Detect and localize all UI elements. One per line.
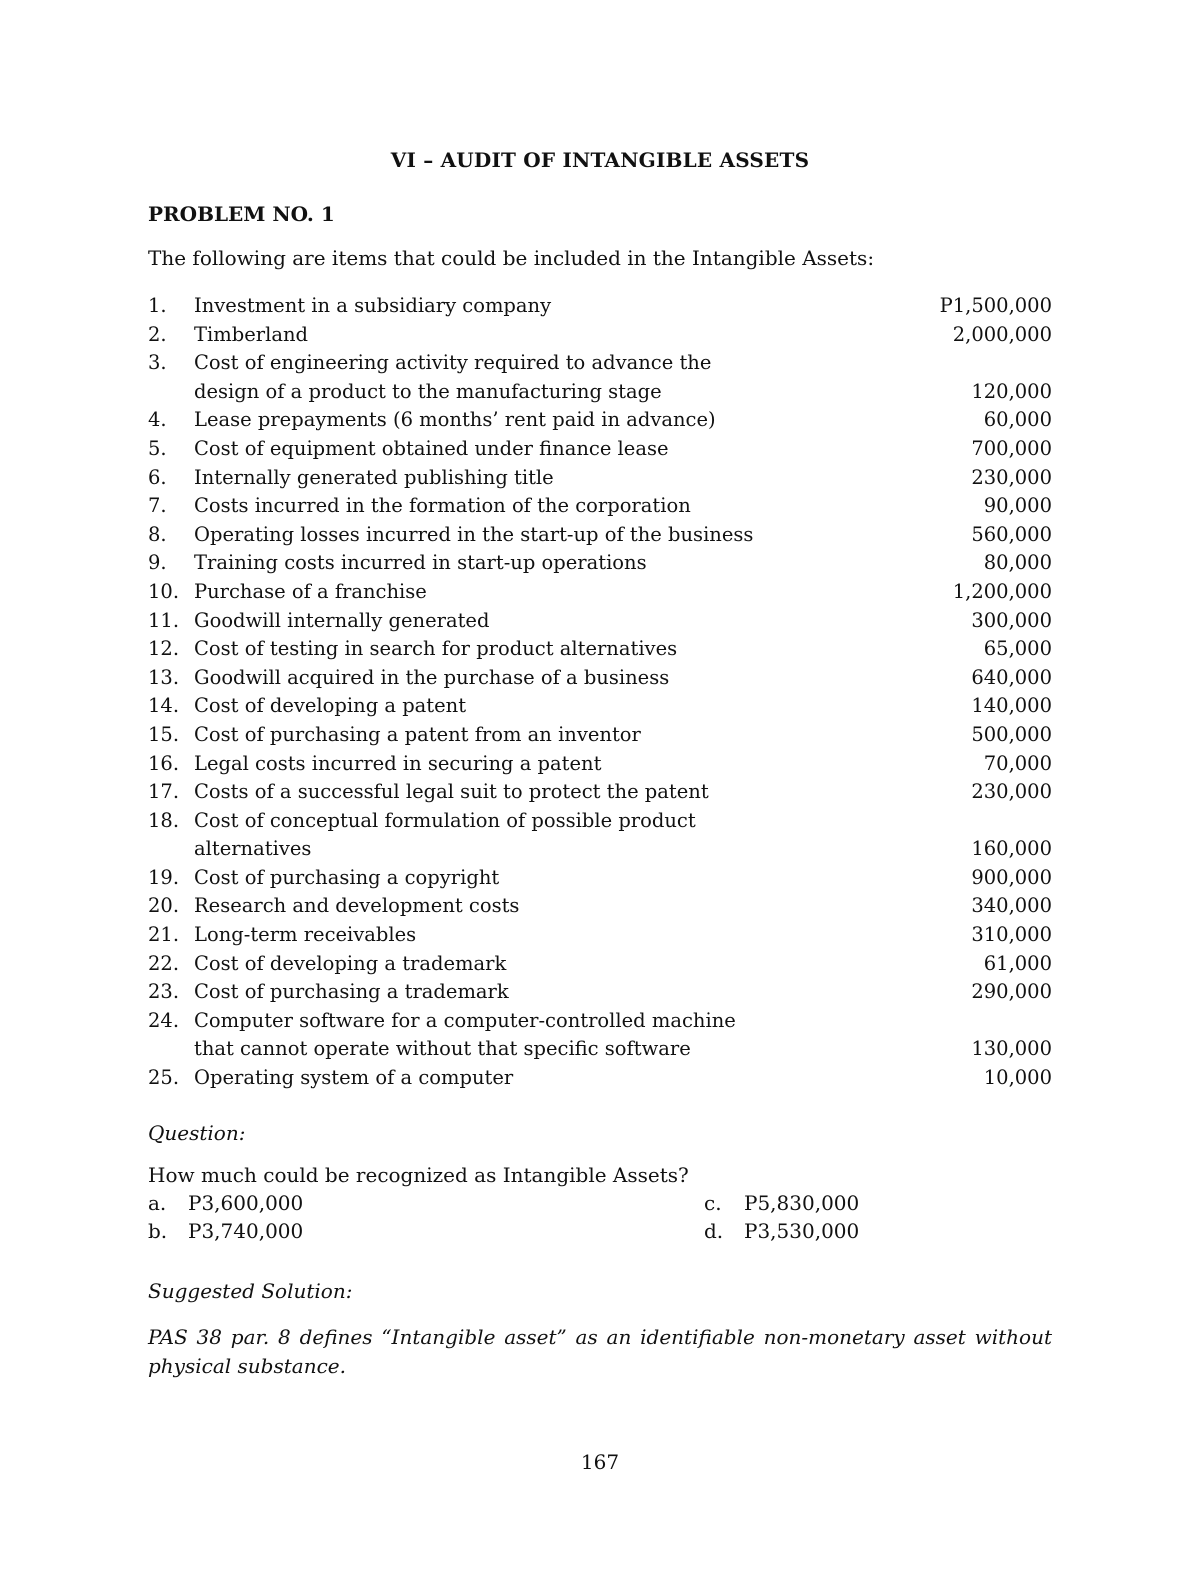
choice-letter: d. <box>704 1218 724 1243</box>
item-number: 18. <box>148 808 180 832</box>
item-number: 23. <box>148 980 180 1004</box>
item-amount: 80,000 <box>983 551 1052 575</box>
item-description: Cost of purchasing a copyright <box>194 865 500 889</box>
list-item <box>148 950 1052 979</box>
item-description: Cost of purchasing a trademark <box>194 980 509 1004</box>
item-amount: 310,000 <box>971 923 1052 947</box>
item-description: Cost of equipment obtained under finance lease <box>194 436 669 460</box>
list-item <box>148 406 1052 435</box>
item-description: Long-term receivables <box>194 923 417 947</box>
item-number: 12. <box>148 637 180 661</box>
item-amount: 230,000 <box>971 465 1052 489</box>
item-number: 22. <box>148 951 180 975</box>
page-content <box>148 148 1052 1381</box>
item-number: 19. <box>148 865 180 889</box>
item-amount: 65,000 <box>983 637 1052 661</box>
list-item <box>148 692 1052 721</box>
item-description: Cost of purchasing a patent from an inventor <box>194 722 641 746</box>
list-item <box>148 292 1052 321</box>
item-amount: 1,200,000 <box>952 579 1052 603</box>
item-number: 25. <box>148 1066 180 1090</box>
answer-choices <box>148 1189 1052 1245</box>
item-amount: 700,000 <box>971 436 1052 460</box>
list-item <box>148 464 1052 493</box>
solution-text: PAS 38 par. 8 defines “Intangible asset” as an identifiable non-monetary asset without physical substance. <box>148 1324 1052 1378</box>
item-amount: 90,000 <box>983 494 1052 518</box>
item-description: Purchase of a franchise <box>194 579 427 603</box>
choice-a <box>148 1189 704 1217</box>
item-description: Legal costs incurred in securing a patent <box>194 751 602 775</box>
item-description: Costs of a successful legal suit to protect the patent <box>194 780 709 804</box>
list-item-continuation <box>148 378 1052 407</box>
item-description: Lease prepayments (6 months’ rent paid in advance) <box>194 408 716 432</box>
list-item <box>148 778 1052 807</box>
item-number: 11. <box>148 608 180 632</box>
choice-value: P3,530,000 <box>744 1218 860 1243</box>
item-description: Timberland <box>194 322 308 346</box>
list-item <box>148 321 1052 350</box>
item-description: Operating losses incurred in the start-up of the business <box>194 522 754 546</box>
item-description: alternatives <box>194 837 312 861</box>
list-item <box>148 435 1052 464</box>
choice-value: P3,740,000 <box>188 1218 304 1243</box>
item-description: Cost of conceptual formulation of possible product <box>194 808 696 832</box>
item-amount: 230,000 <box>971 780 1052 804</box>
item-number: 14. <box>148 694 180 718</box>
intro-text: The following are items that could be included in the Intangible Assets: <box>148 246 875 270</box>
list-item <box>148 578 1052 607</box>
item-description: Training costs incurred in start-up operations <box>194 551 647 575</box>
item-number: 13. <box>148 665 180 689</box>
item-amount: 10,000 <box>983 1066 1052 1090</box>
list-item <box>148 607 1052 636</box>
question-label: Question: <box>148 1120 246 1145</box>
choice-d <box>704 1217 1004 1245</box>
choice-letter: b. <box>148 1218 168 1243</box>
choice-c <box>704 1189 1004 1217</box>
list-item <box>148 492 1052 521</box>
item-description: Investment in a subsidiary company <box>194 294 552 317</box>
chapter-title: VI – AUDIT OF INTANGIBLE ASSETS <box>390 148 810 172</box>
item-description: Costs incurred in the formation of the corporation <box>194 494 691 518</box>
item-description: Operating system of a computer <box>194 1066 514 1090</box>
item-number: 6. <box>148 465 167 489</box>
list-item <box>148 921 1052 950</box>
list-item <box>148 1007 1052 1036</box>
list-item <box>148 349 1052 378</box>
item-number: 10. <box>148 579 180 603</box>
item-number: 20. <box>148 894 180 918</box>
item-amount: 900,000 <box>971 865 1052 889</box>
item-amount: 61,000 <box>983 951 1052 975</box>
item-number: 16. <box>148 751 180 775</box>
list-item <box>148 807 1052 836</box>
list-item <box>148 750 1052 779</box>
list-item <box>148 864 1052 893</box>
item-description: Goodwill acquired in the purchase of a business <box>194 665 670 689</box>
choice-value: P3,600,000 <box>188 1190 304 1215</box>
item-amount: 500,000 <box>971 722 1052 746</box>
list-item-continuation <box>148 1035 1052 1064</box>
item-amount: 60,000 <box>983 408 1052 432</box>
list-item-continuation <box>148 835 1052 864</box>
list-item <box>148 549 1052 578</box>
item-number: 1. <box>148 294 167 317</box>
item-description: Cost of developing a trademark <box>194 951 507 975</box>
item-description: Research and development costs <box>194 894 520 918</box>
solution-label: Suggested Solution: <box>148 1278 353 1303</box>
item-amount: P1,500,000 <box>939 294 1052 317</box>
item-amount: 70,000 <box>983 751 1052 775</box>
item-number: 9. <box>148 551 167 575</box>
item-amount: 160,000 <box>971 837 1052 861</box>
item-description: that cannot operate without that specific software <box>194 1037 691 1061</box>
list-item <box>148 721 1052 750</box>
item-description: design of a product to the manufacturing stage <box>194 379 662 403</box>
list-item <box>148 635 1052 664</box>
item-number: 5. <box>148 436 167 460</box>
items-list <box>148 292 1052 1093</box>
item-amount: 640,000 <box>971 665 1052 689</box>
item-number: 24. <box>148 1008 180 1032</box>
problem-title: PROBLEM NO. 1 <box>148 202 335 226</box>
item-number: 2. <box>148 322 167 346</box>
item-number: 17. <box>148 780 180 804</box>
item-description: Cost of developing a patent <box>194 694 467 718</box>
item-amount: 300,000 <box>971 608 1052 632</box>
question-text: How much could be recognized as Intangible Assets? <box>148 1162 689 1187</box>
item-amount: 140,000 <box>971 694 1052 718</box>
item-amount: 120,000 <box>971 379 1052 403</box>
page-number: 167 <box>580 1450 620 1474</box>
item-amount: 560,000 <box>971 522 1052 546</box>
item-number: 15. <box>148 722 180 746</box>
choice-letter: a. <box>148 1190 167 1215</box>
list-item <box>148 521 1052 550</box>
item-description: Internally generated publishing title <box>194 465 554 489</box>
item-number: 7. <box>148 494 167 518</box>
choice-letter: c. <box>704 1190 722 1215</box>
item-amount: 290,000 <box>971 980 1052 1004</box>
list-item <box>148 664 1052 693</box>
choice-value: P5,830,000 <box>744 1190 860 1215</box>
item-description: Computer software for a computer-controlled machine <box>194 1008 736 1032</box>
item-description: Cost of engineering activity required to advance the <box>194 351 712 375</box>
list-item <box>148 978 1052 1007</box>
item-description: Goodwill internally generated <box>194 608 490 632</box>
item-number: 3. <box>148 351 167 375</box>
item-description: Cost of testing in search for product alternatives <box>194 637 678 661</box>
list-item <box>148 892 1052 921</box>
item-amount: 340,000 <box>971 894 1052 918</box>
choice-b <box>148 1217 704 1245</box>
item-amount: 2,000,000 <box>952 322 1052 346</box>
list-item <box>148 1064 1052 1093</box>
item-number: 8. <box>148 522 167 546</box>
item-number: 21. <box>148 923 180 947</box>
item-number: 4. <box>148 408 167 432</box>
item-amount: 130,000 <box>971 1037 1052 1061</box>
